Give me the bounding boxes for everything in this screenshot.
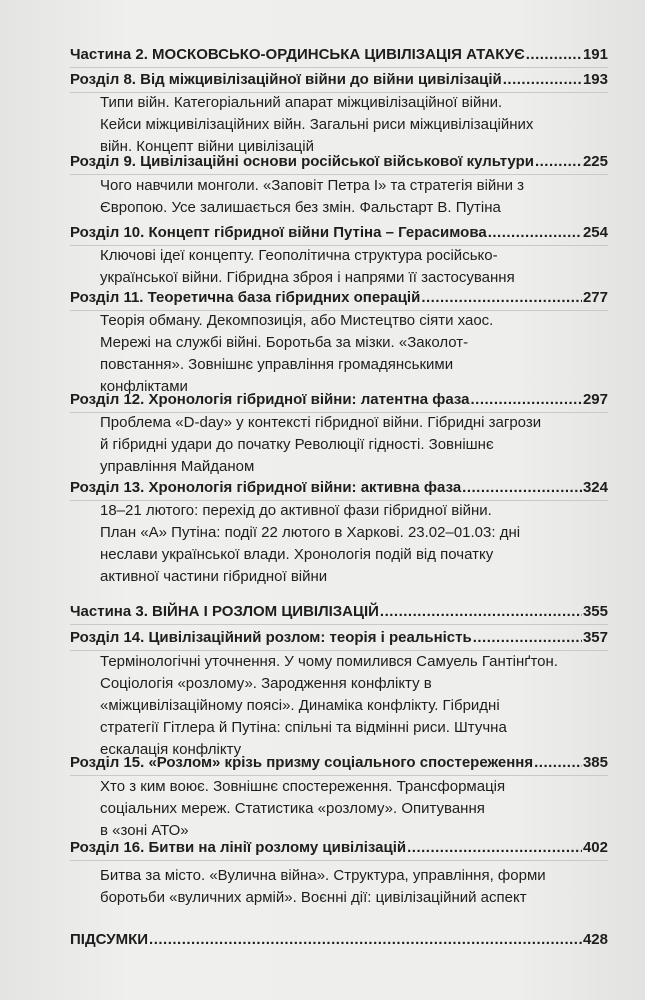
description-line: Кейси міжцивілізаційних війн. Загальні риси міжцивілізаційних xyxy=(100,116,534,133)
page-number: 357 xyxy=(582,629,608,646)
dot-leader xyxy=(407,838,582,858)
toc-entry-chapter-8 xyxy=(70,70,608,90)
entry-title: Розділ 11. Теоретична база гібридних операцій xyxy=(70,289,421,306)
toc-entry-chapter-16 xyxy=(70,838,608,858)
description-line: Термінологічні уточнення. У чому помилився Самуель Гантінґтон. xyxy=(100,653,558,670)
entry-title: Розділ 14. Цивілізаційний розлом: теорія і реальність xyxy=(70,629,472,646)
description-line: конфліктами xyxy=(100,378,188,395)
dot-leader xyxy=(471,390,582,410)
toc-entry-chapter-14 xyxy=(70,628,608,648)
description-line: Хто з ким воює. Зовнішнє спостереження. Трансформація xyxy=(100,778,506,795)
toc-entry-chapter-11 xyxy=(70,288,608,308)
description-line: соціальних мереж. Статистика «розлому». Опитування xyxy=(100,800,485,817)
page-number: 355 xyxy=(582,603,608,620)
entry-title: Розділ 13. Хронологія гібридної війни: активна фаза xyxy=(70,479,462,496)
page-number: 254 xyxy=(582,224,608,241)
entry-title: Розділ 15. «Розлом» крізь призму соціального спостереження xyxy=(70,754,534,771)
page-number: 402 xyxy=(582,839,608,856)
page-number: 297 xyxy=(582,391,608,408)
toc-entry-chapter-10 xyxy=(70,223,608,243)
description-line: Проблема «D-day» у контексті гібридної війни. Гібридні загрози xyxy=(100,414,542,431)
chapter-16-description xyxy=(100,865,610,909)
description-line: 18–21 лютого: перехід до активної фази гібридної війни. xyxy=(100,502,492,519)
entry-title: Розділ 16. Битви на лінії розлому цивілізацій xyxy=(70,839,407,856)
chapter-11-description xyxy=(100,310,610,398)
page-number: 385 xyxy=(582,754,608,771)
toc-entry-part-3 xyxy=(70,602,608,622)
entry-title: Розділ 9. Цивілізаційні основи російської військової культури xyxy=(70,153,534,170)
description-line: Соціологія «розлому». Зародження конфлікту в xyxy=(100,675,432,692)
toc-entry-chapter-9 xyxy=(70,152,608,172)
description-line: війн. Концепт війни цивілізацій xyxy=(100,138,314,155)
description-line: стратегії Гітлера й Путіна: спільні та відмінні риси. Штучна xyxy=(100,719,507,736)
dot-leader xyxy=(488,223,582,243)
page-number: 193 xyxy=(582,71,608,88)
description-line: Європою. Усе залишається без змін. Фальстарт В. Путіна xyxy=(100,199,501,216)
description-line: активної частини гібридної війни xyxy=(100,568,328,585)
dot-leader xyxy=(534,753,582,773)
chapter-14-description xyxy=(100,651,610,761)
description-line: й гібридні удари до початку Революції гідності. Зовнішнє xyxy=(100,436,494,453)
description-line: неслави української влади. Хронологія подій від початку xyxy=(100,546,494,563)
description-line: ескалація конфлікту xyxy=(100,741,242,758)
chapter-10-description xyxy=(100,245,610,289)
page-number: 191 xyxy=(582,46,608,63)
entry-title: ПІДСУМКИ xyxy=(70,931,149,948)
chapter-13-description xyxy=(100,500,610,588)
chapter-15-description xyxy=(100,776,610,842)
dot-leader xyxy=(535,152,582,172)
dot-leader xyxy=(462,478,582,498)
toc-entry-part-2 xyxy=(70,45,608,65)
description-line: в «зоні АТО» xyxy=(100,822,189,839)
page-number: 428 xyxy=(582,931,608,948)
dot-leader xyxy=(421,288,582,308)
page-number: 225 xyxy=(582,153,608,170)
description-line: Мережі на службі війні. Боротьба за мізки. «Заколот- xyxy=(100,334,469,351)
page-number: 277 xyxy=(582,289,608,306)
entry-title: Частина 3. ВІЙНА І РОЗЛОМ ЦИВІЛІЗАЦІЙ xyxy=(70,603,379,620)
page-number: 324 xyxy=(582,479,608,496)
description-line: повстання». Зовнішнє управління громадянськими xyxy=(100,356,454,373)
dot-leader xyxy=(526,45,582,65)
description-line: Типи війн. Категоріальний апарат міжцивілізаційної війни. xyxy=(100,94,503,111)
chapter-12-description xyxy=(100,412,610,478)
toc-entry-chapter-12 xyxy=(70,390,608,410)
description-line: боротьби «вуличних армій». Воєнні дії: цивілізаційний аспект xyxy=(100,889,527,906)
description-line: Теорія обману. Декомпозиція, або Мистецтво сіяти хаос. xyxy=(100,312,494,329)
description-line: Чого навчили монголи. «Заповіт Петра І» та стратегія війни з xyxy=(100,177,524,194)
chapter-9-description xyxy=(100,175,610,219)
description-line: Ключові ідеї концепту. Геополітична структура російсько- xyxy=(100,247,498,264)
dot-leader xyxy=(149,930,582,950)
entry-title: Розділ 8. Від міжцивілізаційної війни до війни цивілізацій xyxy=(70,71,502,88)
description-line: управління Майданом xyxy=(100,458,255,475)
description-line: Битва за місто. «Вулична війна». Структура, управління, форми xyxy=(100,867,546,884)
chapter-8-description xyxy=(100,92,610,158)
entry-title: Частина 2. МОСКОВСЬКО-ОРДИНСЬКА ЦИВІЛІЗАЦІЯ АТАКУЄ xyxy=(70,46,525,63)
description-line: української війни. Гібридна зброя і напрями її застосування xyxy=(100,269,515,286)
toc-entry-chapter-15 xyxy=(70,753,608,773)
description-line: «міжцивілізаційному поясі». Динаміка конфлікту. Гібридні xyxy=(100,697,500,714)
dot-leader xyxy=(503,70,582,90)
toc-entry-chapter-13 xyxy=(70,478,608,498)
dot-leader xyxy=(473,628,582,648)
description-line: План «А» Путіна: події 22 лютого в Харкові. 23.02–01.03: дні xyxy=(100,524,521,541)
entry-title: Розділ 12. Хронологія гібридної війни: латентна фаза xyxy=(70,391,470,408)
dot-leader xyxy=(380,602,582,622)
entry-title: Розділ 10. Концепт гібридної війни Путіна – Герасимова xyxy=(70,224,487,241)
toc-entry-conclusions xyxy=(70,930,608,950)
